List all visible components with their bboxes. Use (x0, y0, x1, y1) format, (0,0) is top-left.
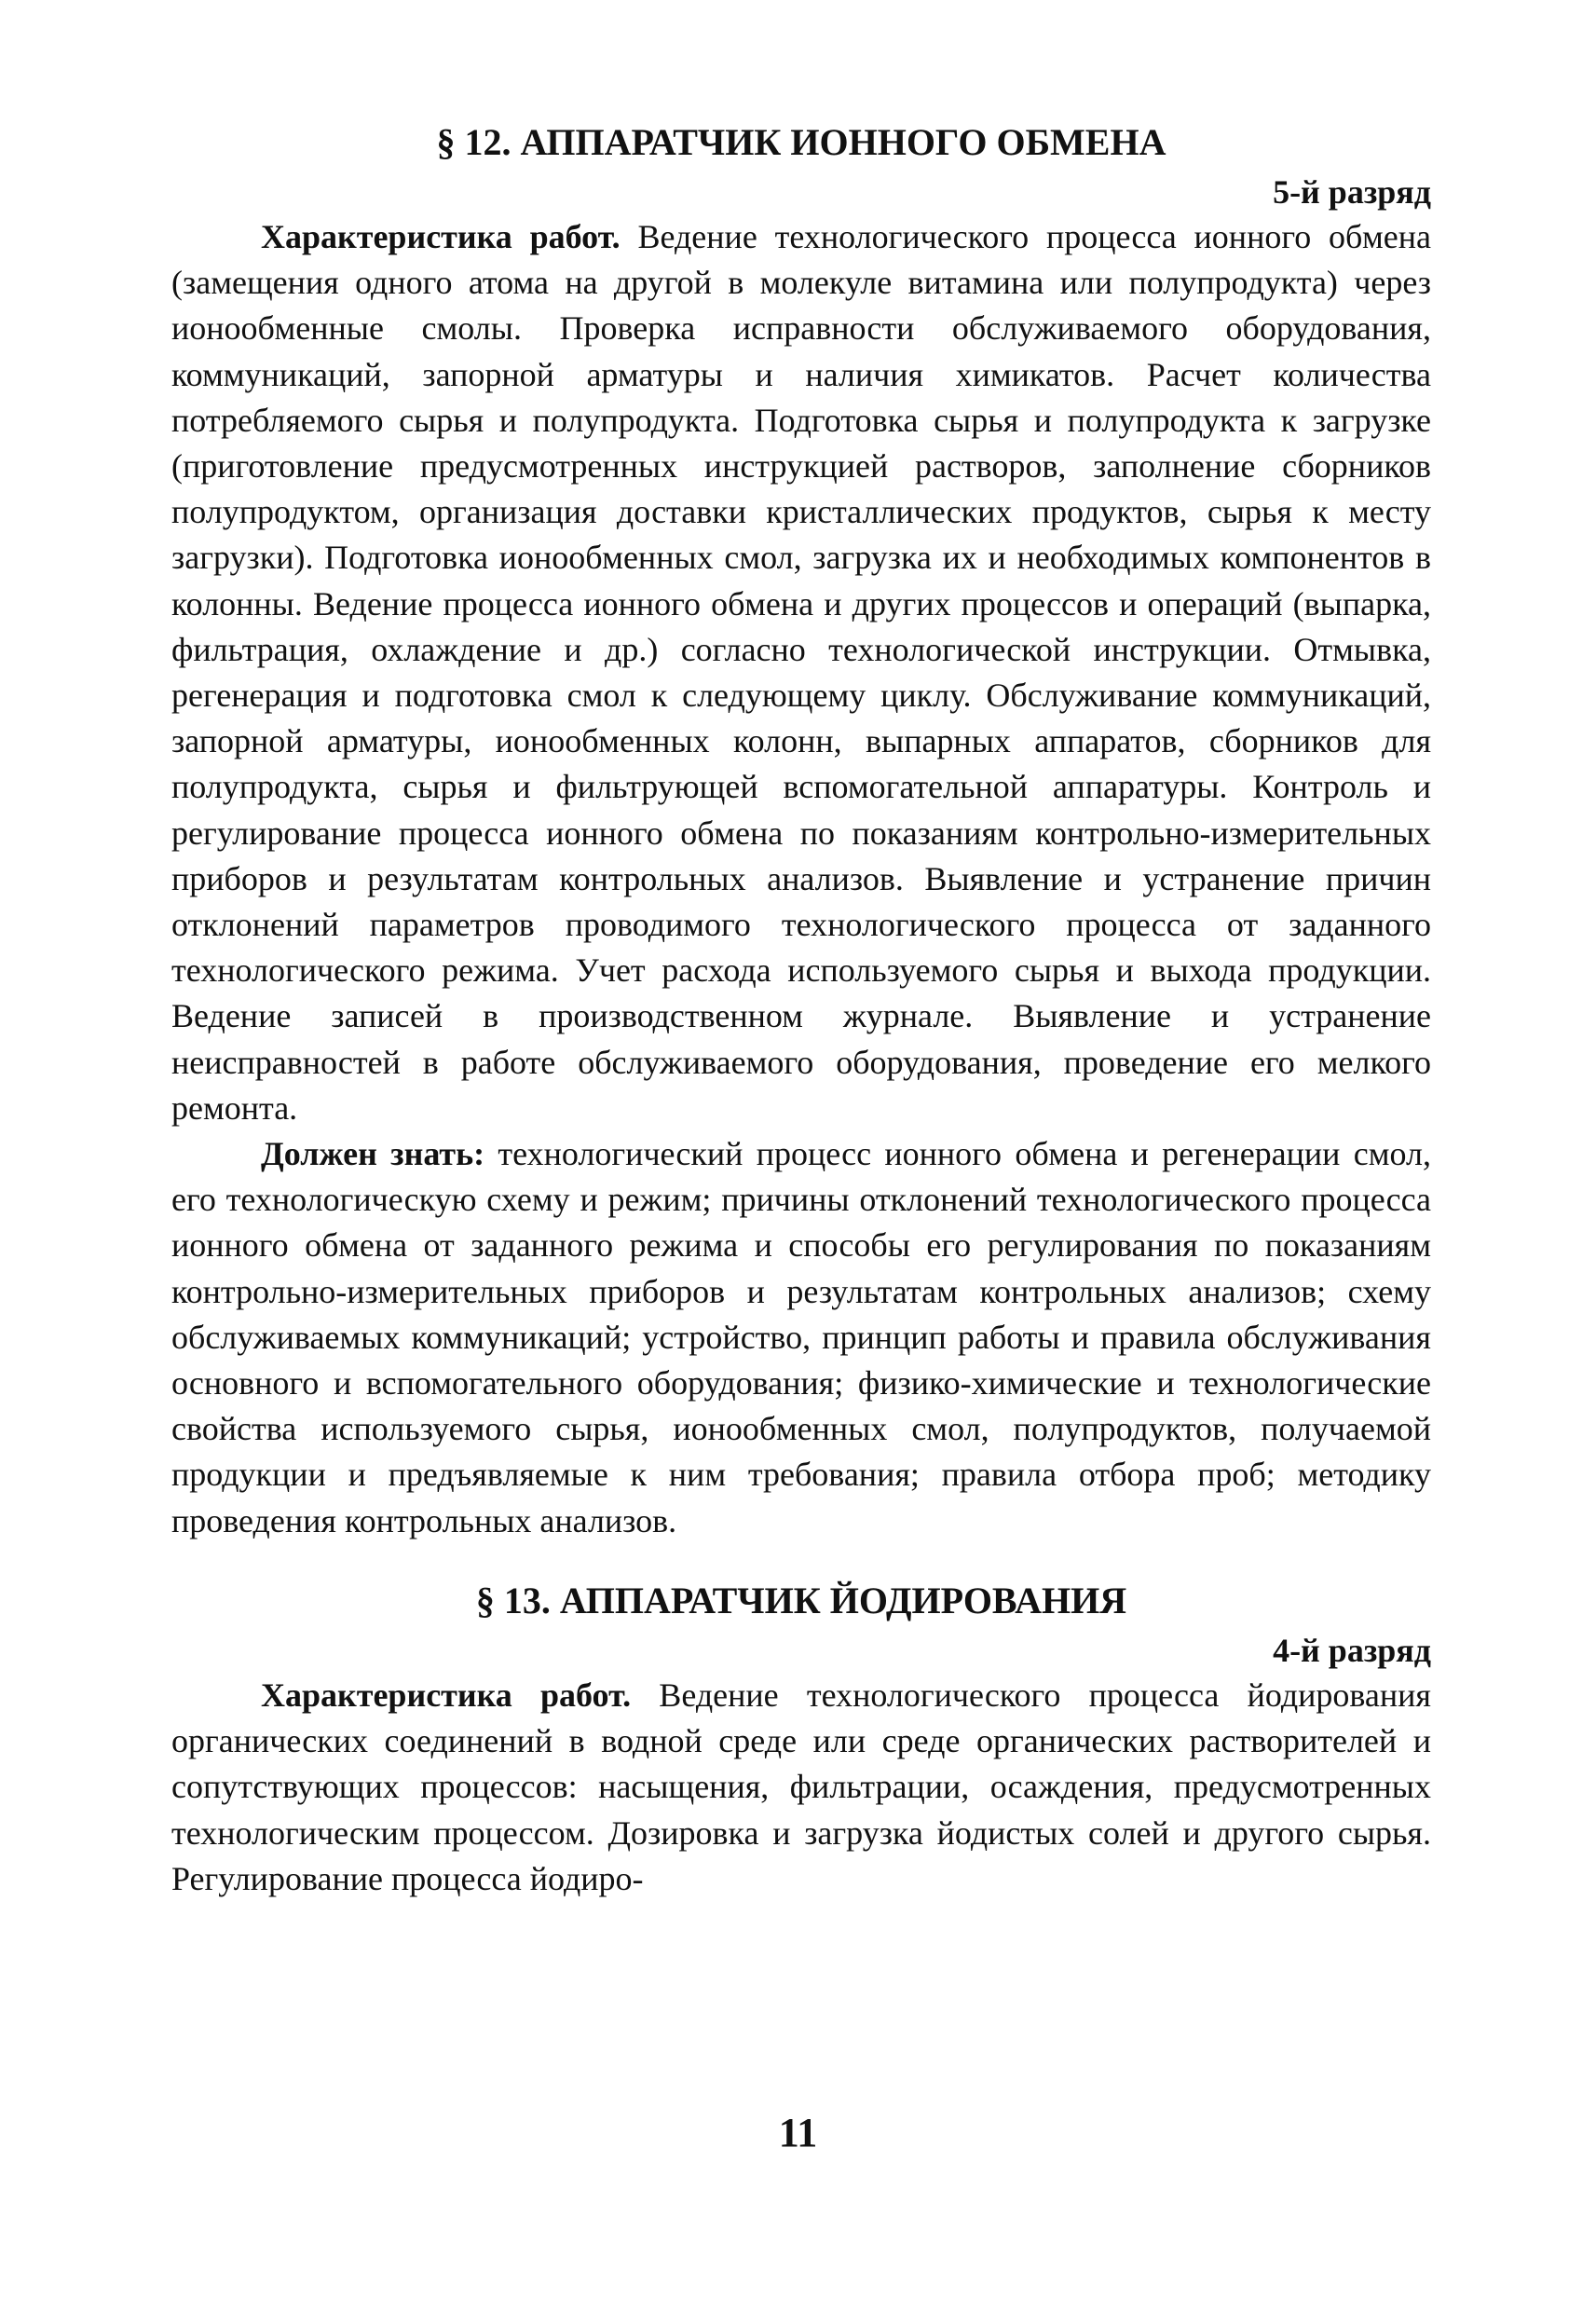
work-characteristics-text: Ведение технологического процесса ионного обмена (замещения одного атома на другой в молекуле витамина или полупродукта) через ионообменные смолы. Проверка исправности обслуживаемого оборудования, коммуникаций, запорной арматуры и наличия химикатов. Расчет количества потребляемого сырья и полупродукта. Подготовка сырья и полупродукта к загрузке (приготовление предусмотренных инструкцией растворов, заполнение сборников полупродуктом, организация доставки кристаллических продуктов, сырья к месту загрузки). Подготовка ионообменных смол, загрузка их и необходимых компонентов в колонны. Ведение процесса ионного обмена и других процессов и операций (выпарка, фильтрация, охлаждение и др.) согласно технологической инструкции. Отмывка, регенерация и подготовка смол к следующему циклу. Обслуживание коммуникаций, запорной арматуры, ионообменных колонн, выпарных аппаратов, сборников для полупродукта, сырья и фильтрующей вспомогательной аппаратуры. Контроль и регулирование процесса ионного обмена по показаниям контрольно-измерительных приборов и результатам контрольных анализов. Выявление и устранение причин отклонений параметров проводимого технологического процесса от заданного технологического режима. Учет расхода используемого сырья и выхода продукции. Ведение записей в производственном журнале. Выявление и устранение неисправностей в работе обслуживаемого оборудования, проведение его мелкого ремонта. (171, 218, 1431, 1127)
section-13 (171, 1578, 1431, 1902)
must-know-heading: Должен знать: (261, 1135, 485, 1173)
page-number: 11 (778, 2110, 818, 2155)
must-know-paragraph (171, 1131, 1431, 1544)
section-title: § 13. АППАРАТЧИК ЙОДИРОВАНИЯ (475, 1579, 1127, 1621)
section-spacer (171, 1544, 1431, 1578)
grade-label: 5-й разряд (1273, 173, 1431, 211)
section-12 (171, 119, 1431, 1544)
work-characteristics-heading: Характеристика работ. (261, 1676, 632, 1714)
work-characteristics-text: Ведение технологического процесса йодирования органических соединений в водной среде или среде органических растворителей и сопутствующих процессов: насыщения, фильтрации, осаждения, предусмотренных технологическим процессом. Дозировка и загрузка йодистых солей и другого сырья. Регулирование процесса йодиро- (171, 1676, 1431, 1897)
must-know-text: технологический процесс ионного обмена и регенерации смол, его технологическую схему и режим; причины отклонений технологического процесса ионного обмена от заданного режима и способы его регулирования по показаниям контрольно-измерительных приборов и результатам контрольных анализов; схему обслуживаемых коммуникаций; устройство, принцип работы и правила обслуживания основного и вспомогательного оборудования; физико-химические и технологические свойства используемого сырья, ионообменных смол, полупродуктов, получаемой продукции и предъявляемые к ним требования; правила отбора проб; методику проведения контрольных анализов. (171, 1135, 1431, 1539)
work-characteristics-paragraph (171, 214, 1431, 1131)
section-title: § 12. АППАРАТЧИК ИОННОГО ОБМЕНА (436, 121, 1166, 163)
document-page (171, 119, 1431, 1902)
grade-label: 4-й разряд (1273, 1631, 1431, 1669)
work-characteristics-heading: Характеристика работ. (261, 218, 621, 255)
work-characteristics-paragraph (171, 1673, 1431, 1902)
